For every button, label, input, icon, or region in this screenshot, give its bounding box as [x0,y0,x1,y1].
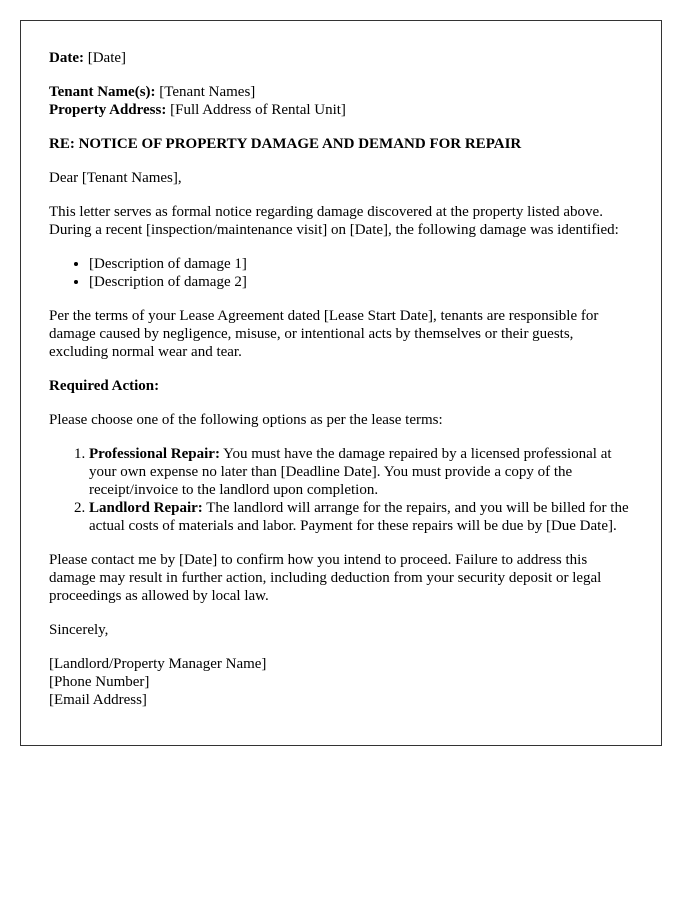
list-item: • [Description of damage 1] [89,255,634,273]
salutation: Dear [Tenant Names], [49,170,182,186]
options-intro: Please choose one of the following options as per the lease terms: [49,412,443,428]
recipient-block: Tenant Name(s): [Tenant Names] Property Address: [Full Address of Rental Unit] [49,84,346,118]
intro-paragraph: This letter serves as formal notice regarding damage discovered at the property listed above. During a recent [inspection/maintenance visit] on [Date], the following damage was identified: [49,204,619,238]
list-item: 1. Professional Repair: You must have the damage repaired by a licensed professional at your own expense no later than [Deadline Date]. You must provide a copy of the receipt/invoice to the landlord upon completion. [89,445,634,499]
options-list [49,445,634,535]
signoff: Sincerely, [49,622,109,638]
list-item: 2. Landlord Repair: The landlord will arrange for the repairs, and you will be billed for the actual costs of materials and labor. Payment for these repairs will be due by [Due Date]. [89,499,634,535]
letter [20,20,662,746]
subject-line: RE: NOTICE OF PROPERTY DAMAGE AND DEMAND FOR REPAIR [49,136,522,152]
closing-paragraph: Please contact me by [Date] to confirm how you intend to proceed. Failure to address this damage may result in further action, including deduction from your security deposit or legal proceedings as allowed by local law. [49,552,602,604]
date-line: Date: [Date] [49,50,127,66]
damage-list [49,255,634,291]
signature-block: [Landlord/Property Manager Name] [Phone Number] [Email Address] [49,656,267,708]
lease-paragraph: Per the terms of your Lease Agreement dated [Lease Start Date], tenants are responsible for damage caused by negligence, misuse, or intentional acts by themselves or their guests, excluding normal wear and tear. [49,308,599,360]
list-item: • [Description of damage 2] [89,273,634,291]
required-heading: Required Action: [49,378,160,394]
